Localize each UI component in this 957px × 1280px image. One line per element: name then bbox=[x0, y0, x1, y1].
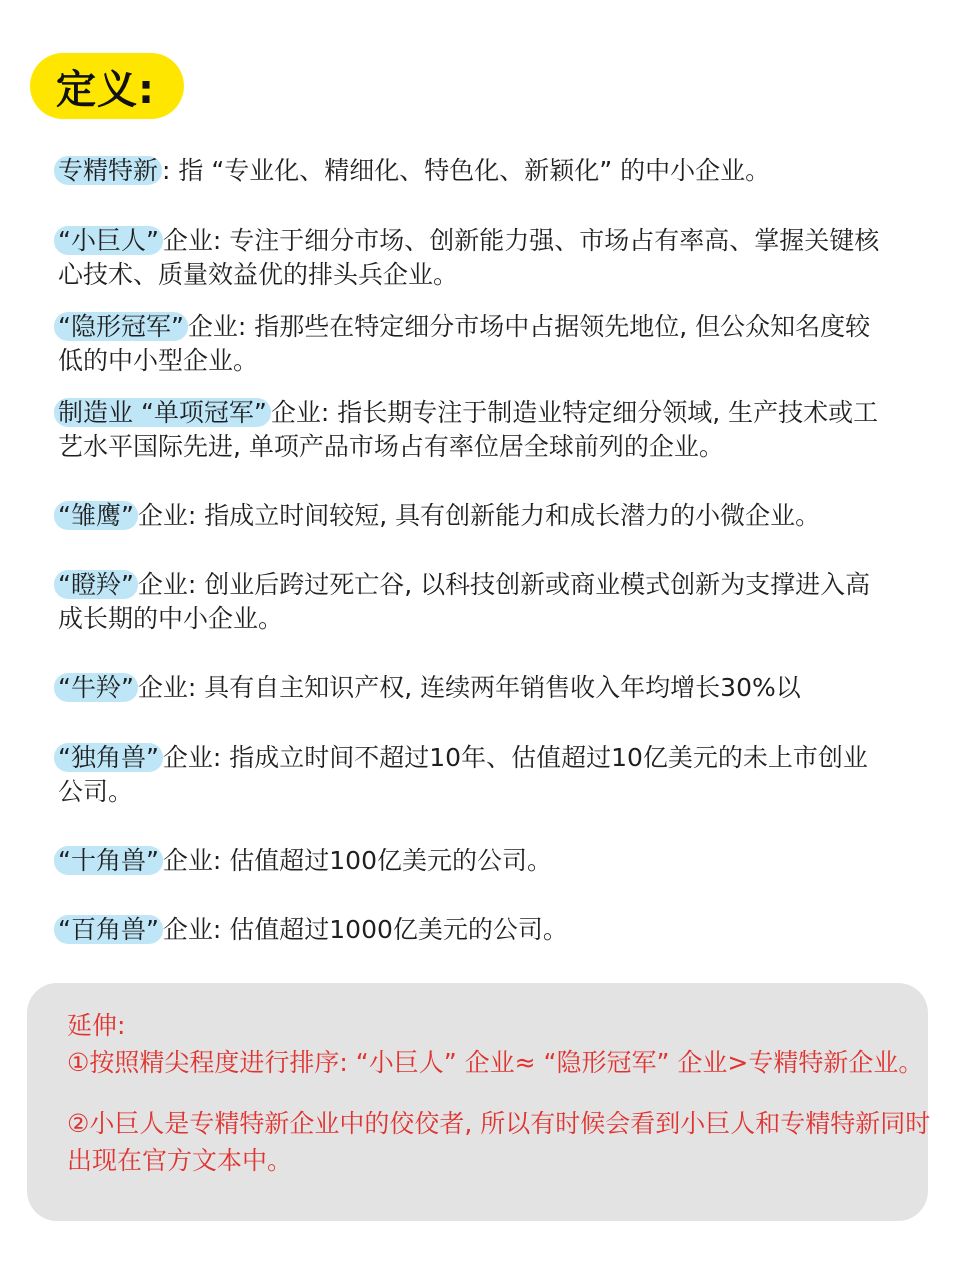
definition-entry bbox=[58, 310, 888, 378]
definition-entry bbox=[58, 844, 888, 878]
page-title: 定义: bbox=[30, 53, 184, 119]
extension-point-1: ①按照精尖程度进行排序: “小巨人” 企业≈ “隐形冠军” 企业>专精特新企业。 bbox=[67, 1048, 924, 1077]
definition-term: 专精特新 bbox=[54, 156, 162, 185]
definition-entry bbox=[58, 499, 888, 533]
definition-term: “小巨人” bbox=[54, 226, 163, 255]
definition-text: 企业: 创业后跨过死亡谷, 以科技创新或商业模式创新为支撑进入高成长期的中小企业。 bbox=[58, 570, 871, 633]
definition-text: 企业: 指成立时间不超过10年、估值超过10亿美元的未上市创业公司。 bbox=[58, 743, 868, 806]
definition-term: 制造业 “单项冠军” bbox=[54, 398, 271, 427]
definition-term: “瞪羚” bbox=[54, 570, 138, 599]
definition-term: “雏鹰” bbox=[54, 501, 138, 530]
definition-term: “牛羚” bbox=[54, 673, 138, 702]
extension-point-2: ②小巨人是专精特新企业中的佼佼者, 所以有时候会看到小巨人和专精特新同时出现在官方文本中。 bbox=[67, 1109, 931, 1175]
definition-text: 企业: 专注于细分市场、创新能力强、市场占有率高、掌握关键核心技术、质量效益优的排头兵企业。 bbox=[58, 226, 880, 289]
definition-term: “十角兽” bbox=[54, 846, 163, 875]
definition-text: 企业: 指成立时间较短, 具有创新能力和成长潜力的小微企业。 bbox=[137, 501, 821, 530]
extension-heading: 延伸: bbox=[67, 1011, 126, 1040]
definition-text: 企业: 估值超过100亿美元的公司。 bbox=[162, 846, 552, 875]
definition-text: 企业: 具有自主知识产权, 连续两年销售收入年均增长30%以 bbox=[137, 673, 801, 702]
definition-entry bbox=[58, 396, 888, 464]
definition-entry bbox=[58, 154, 888, 188]
definition-text: 企业: 指长期专注于制造业特定细分领域, 生产技术或工艺水平国际先进, 单项产品市场占有率位居全球前列的企业。 bbox=[58, 398, 879, 461]
definition-text: 企业: 指那些在特定细分市场中占据领先地位, 但公众知名度较低的中小型企业。 bbox=[58, 312, 871, 375]
definition-entry bbox=[58, 224, 888, 292]
definition-entry bbox=[58, 913, 888, 947]
definition-entry bbox=[58, 568, 888, 636]
definition-entry bbox=[58, 741, 888, 809]
definition-entry bbox=[58, 671, 888, 705]
definition-term: “百角兽” bbox=[54, 915, 163, 944]
definition-text: : 指 “专业化、精细化、特色化、新颖化” 的中小企业。 bbox=[162, 156, 771, 185]
definition-text: 企业: 估值超过1000亿美元的公司。 bbox=[162, 915, 568, 944]
extension-panel bbox=[27, 983, 931, 1221]
definition-term: “隐形冠军” bbox=[54, 312, 188, 341]
definition-term: “独角兽” bbox=[54, 743, 163, 772]
